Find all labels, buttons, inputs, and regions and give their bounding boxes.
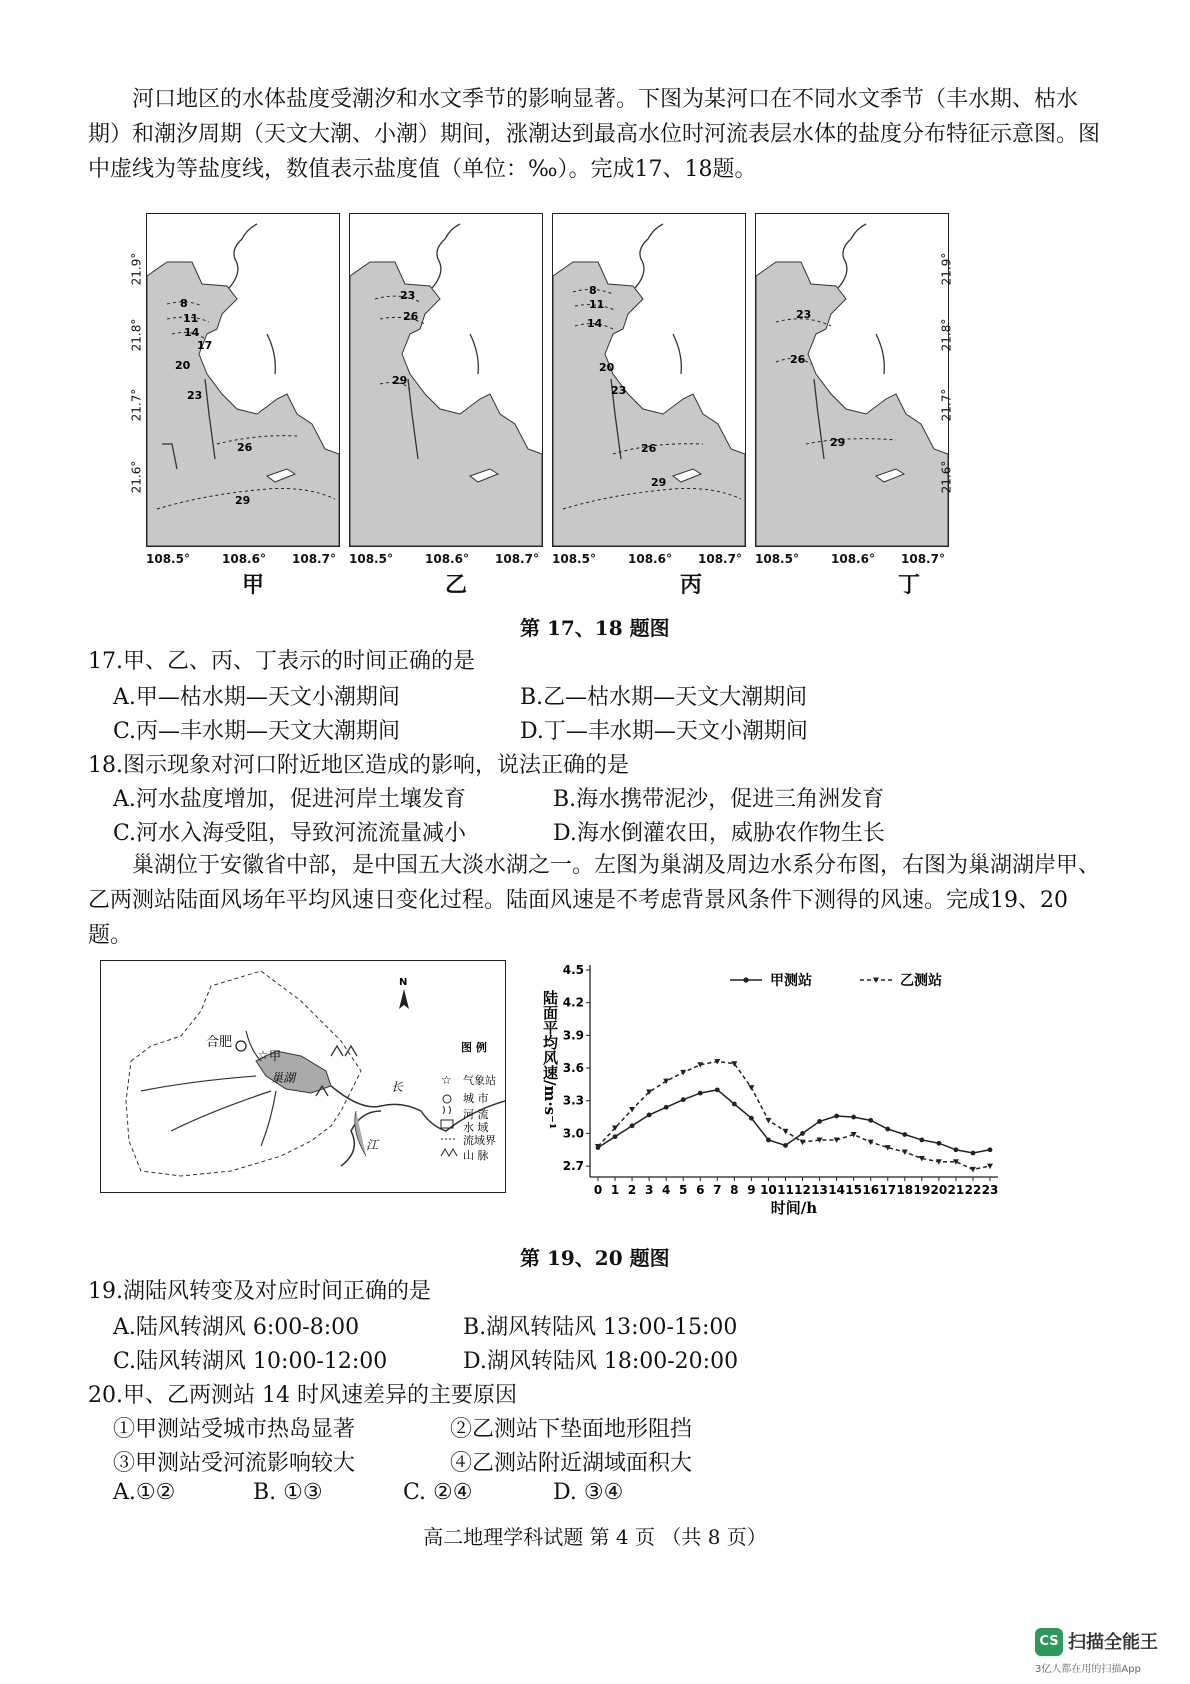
- q20-option-a: A.①②: [113, 1480, 176, 1505]
- weather-station-icon: ☆: [257, 1048, 269, 1062]
- legend-item: 水 域: [463, 1121, 489, 1134]
- isoline-label: 8: [180, 297, 188, 310]
- data-point-yi: [782, 1129, 788, 1135]
- isoline-label: 26: [641, 442, 657, 455]
- camscanner-name: 扫描全能王: [1068, 1632, 1158, 1653]
- x-tick-label: 2: [627, 1183, 637, 1197]
- data-point-jia: [902, 1132, 907, 1137]
- q18-stem: 18.图示现象对河口附近地区造成的影响，说法正确的是: [88, 753, 629, 778]
- lat-label: 21.6°: [129, 460, 144, 494]
- x-tick-label: 6: [696, 1183, 705, 1197]
- city-label: 合肥: [206, 1035, 233, 1050]
- legend-marker-yi: [873, 978, 879, 984]
- station-label: 甲: [269, 1049, 282, 1063]
- data-point-yi: [987, 1164, 993, 1170]
- isoline-label: 8: [589, 284, 597, 297]
- panel-label-jia: 甲: [242, 572, 265, 598]
- data-point-jia: [715, 1087, 720, 1092]
- data-point-jia: [630, 1123, 635, 1128]
- lon-label: 108.5°: [755, 552, 799, 566]
- data-point-jia: [664, 1105, 669, 1110]
- y-tick-label: 2.7: [562, 1159, 584, 1174]
- isoline-label: 29: [651, 476, 667, 489]
- data-point-yi: [834, 1137, 840, 1143]
- lon-label: 108.5°: [349, 552, 393, 566]
- panel-label-ding: 丁: [898, 572, 921, 598]
- data-point-jia: [766, 1138, 771, 1143]
- x-tick-label: 3: [644, 1183, 654, 1197]
- lat-label: 21.7°: [939, 388, 954, 422]
- lon-label: 108.6°: [628, 552, 672, 566]
- data-point-jia: [817, 1119, 822, 1124]
- data-point-jia: [681, 1097, 686, 1102]
- data-point-yi: [748, 1085, 754, 1091]
- q17-option-c: C.丙—丰水期—天文大潮期间: [113, 719, 401, 744]
- x-tick-label: 13: [811, 1183, 828, 1197]
- data-point-jia: [868, 1118, 873, 1123]
- q18-option-a: A.河水盐度增加，促进河岸土壤发育: [113, 787, 466, 812]
- x-tick-label: 5: [679, 1183, 688, 1197]
- x-tick-label: 20: [930, 1183, 948, 1197]
- data-point-yi: [970, 1167, 976, 1173]
- lat-label: 21.6°: [939, 460, 954, 494]
- x-tick-label: 11: [777, 1183, 794, 1197]
- q20-stem: 20.甲、乙两测站 14 时风速差异的主要原因: [88, 1383, 517, 1408]
- lat-label: 21.7°: [129, 388, 144, 422]
- y-tick-label: 3.6: [562, 1061, 584, 1076]
- data-point-jia: [613, 1134, 618, 1139]
- x-tick-label: 10: [760, 1183, 777, 1197]
- isoline-label: 20: [175, 359, 191, 372]
- lat-label: 21.8°: [939, 318, 954, 352]
- lon-label: 108.7°: [495, 552, 539, 566]
- river-label-2: 江: [366, 1138, 379, 1152]
- isoline-label: 23: [611, 384, 627, 397]
- isoline-label: 29: [235, 494, 251, 507]
- legend-item: 河 流: [463, 1108, 489, 1121]
- y-tick-label: 4.2: [562, 995, 584, 1010]
- q20-statement-1: ①甲测站受城市热岛显著: [113, 1417, 356, 1442]
- x-tick-label: 1: [610, 1183, 620, 1197]
- isoline-label: 26: [403, 310, 419, 323]
- isoline-label: 14: [587, 317, 603, 330]
- legend-label-2: 乙测站: [900, 973, 942, 989]
- figure-caption-17-18: 第 17、18 题图: [520, 616, 670, 640]
- intro-paragraph-2: 巢湖位于安徽省中部，是中国五大淡水湖之一。左图为巢湖及周边水系分布图，右图为巢湖湖岸甲、乙两测站陆面风场年平均风速日变化过程。陆面风速是不考虑背景风条件下测得的风速。完成19、20题。: [88, 853, 1101, 948]
- chaohu-map: [100, 960, 506, 1193]
- y-axis-label: 陆面平均风速/m·s⁻¹: [541, 990, 559, 1130]
- panel-label-bing: 丙: [680, 572, 703, 598]
- isoline-label: 11: [183, 312, 199, 325]
- lon-label: 108.7°: [901, 552, 945, 566]
- legend-item: 山 脉: [463, 1149, 489, 1162]
- page-footer: 高二地理学科试题 第 4 页 （共 8 页）: [423, 1525, 767, 1549]
- q19-stem: 19.湖陆风转变及对应时间正确的是: [88, 1279, 431, 1304]
- q17-option-a: A.甲—枯水期—天文小潮期间: [113, 685, 400, 710]
- data-point-jia: [919, 1138, 924, 1143]
- x-tick-label: 18: [896, 1183, 914, 1197]
- data-point-jia: [749, 1116, 754, 1121]
- data-point-yi: [629, 1107, 635, 1113]
- x-tick-label: 12: [794, 1183, 811, 1197]
- lon-label: 108.7°: [698, 552, 742, 566]
- isoline-label: 29: [392, 374, 408, 387]
- isoline-label: 23: [187, 389, 203, 402]
- data-point-jia: [698, 1091, 703, 1096]
- panel-label-yi: 乙: [445, 572, 468, 598]
- data-point-yi: [765, 1118, 771, 1124]
- x-tick-label: 23: [981, 1183, 999, 1197]
- q17-option-b: B.乙—枯水期—天文大潮期间: [520, 685, 808, 710]
- legend-item: 城 市: [463, 1092, 489, 1105]
- lon-label: 108.7°: [292, 552, 336, 566]
- y-tick-label: 4.5: [562, 963, 584, 977]
- data-point-jia: [647, 1113, 652, 1118]
- q20-option-d: D. ③④: [553, 1480, 624, 1505]
- intro-paragraph-1: 河口地区的水体盐度受潮汐和水文季节的影响显著。下图为某河口在不同水文季节（丰水期、枯水期）和潮汐周期（天文大潮、小潮）期间，涨潮达到最高水位时河流表层水体的盐度分布特征示意图。图中虚线为等盐度线，数值表示盐度值（单位：‰）。完成17、18题。: [88, 87, 1101, 182]
- isoline-label: 17: [197, 339, 213, 352]
- lat-label: 21.9°: [129, 252, 144, 286]
- x-tick-label: 15: [845, 1183, 863, 1197]
- river-label-1: 长: [391, 1080, 404, 1094]
- legend-item: 气象站: [463, 1074, 496, 1087]
- x-axis-label: 时间/h: [770, 1199, 818, 1217]
- data-point-jia: [851, 1115, 856, 1120]
- legend-station-icon: ☆: [441, 1073, 452, 1087]
- lat-label: 21.9°: [939, 252, 954, 286]
- legend-item: 流域界: [463, 1134, 496, 1147]
- q17-option-d: D.丁—丰水期—天文小潮期间: [520, 719, 808, 744]
- lat-label: 21.8°: [129, 318, 144, 352]
- data-point-jia: [936, 1141, 941, 1146]
- lon-label: 108.6°: [222, 552, 266, 566]
- series-line-1: [598, 1090, 990, 1153]
- x-tick-label: 8: [730, 1183, 739, 1197]
- x-tick-label: 17: [879, 1183, 897, 1197]
- data-point-jia: [988, 1147, 993, 1152]
- q20-statement-2: ②乙测站下垫面地形阻挡: [450, 1417, 693, 1442]
- isoline-label: 26: [237, 441, 253, 454]
- q20-statement-3: ③甲测站受河流影响较大: [113, 1451, 356, 1476]
- series-line-2: [598, 1062, 990, 1170]
- isoline-label: 23: [400, 289, 416, 302]
- camscanner-tagline: 3亿人都在用的扫描App: [1035, 1664, 1141, 1675]
- q18-option-d: D.海水倒灌农田，威胁农作物生长: [553, 821, 885, 846]
- isoline-label: 14: [184, 326, 200, 339]
- isoline-label: 26: [790, 353, 806, 366]
- wind-speed-chart: [540, 955, 1080, 1235]
- x-tick-label: 21: [947, 1183, 965, 1197]
- lon-label: 108.5°: [146, 552, 190, 566]
- x-tick-label: 19: [913, 1183, 931, 1197]
- lon-label: 108.5°: [552, 552, 596, 566]
- data-point-yi: [902, 1149, 908, 1155]
- north-arrow-icon: [399, 989, 409, 1009]
- wind-speed-chart-svg: [540, 955, 1080, 1235]
- north-label: N: [399, 977, 408, 988]
- estuary-map-ding: [755, 213, 949, 547]
- q18-option-c: C.河水入海受阻，导致河流流量减小: [113, 821, 467, 846]
- q20-statement-4: ④乙测站附近湖域面积大: [450, 1451, 693, 1476]
- x-tick-label: 7: [713, 1183, 722, 1197]
- y-tick-label: 3.3: [562, 1093, 584, 1108]
- estuary-map-yi: [349, 213, 543, 547]
- q17-stem: 17.甲、乙、丙、丁表示的时间正确的是: [88, 649, 475, 674]
- y-tick-label: 3.9: [562, 1028, 584, 1043]
- x-tick-label: 0: [593, 1183, 603, 1197]
- lon-label: 108.6°: [831, 552, 875, 566]
- q20-option-c: C. ②④: [403, 1480, 473, 1505]
- q19-option-a: A.陆风转湖风 6:00-8:00: [113, 1315, 360, 1340]
- legend-marker-jia: [743, 977, 748, 982]
- data-point-jia: [954, 1147, 959, 1152]
- estuary-map-jia: [146, 213, 340, 547]
- camscanner-logo: CS: [1035, 1628, 1063, 1656]
- isoline-label: 20: [599, 361, 615, 374]
- lon-label: 108.6°: [425, 552, 469, 566]
- estuary-map-bing: [552, 213, 746, 547]
- x-tick-label: 22: [964, 1183, 982, 1197]
- isoline-label: 23: [796, 308, 812, 321]
- x-tick-label: 4: [661, 1183, 671, 1197]
- lake-label: 巢湖: [271, 1071, 296, 1085]
- data-point-jia: [834, 1114, 839, 1119]
- q19-option-d: D.湖风转陆风 18:00-20:00: [463, 1349, 739, 1374]
- data-point-jia: [800, 1131, 805, 1136]
- q20-option-b: B. ①③: [253, 1480, 323, 1505]
- x-tick-label: 9: [747, 1183, 756, 1197]
- isoline-label: 11: [589, 298, 605, 311]
- isoline-label: 29: [830, 436, 846, 449]
- legend-label-1: 甲测站: [770, 973, 812, 989]
- figure-caption-19-20: 第 19、20 题图: [520, 1246, 670, 1270]
- q19-option-b: B.湖风转陆风 13:00-15:00: [463, 1315, 738, 1340]
- q18-option-b: B.海水携带泥沙，促进三角洲发育: [553, 787, 885, 812]
- x-tick-label: 14: [828, 1183, 845, 1197]
- data-point-jia: [885, 1127, 890, 1132]
- legend-title: 图 例: [461, 1041, 487, 1054]
- y-tick-label: 3.0: [562, 1126, 584, 1141]
- q19-option-c: C.陆风转湖风 10:00-12:00: [113, 1349, 388, 1374]
- x-tick-label: 16: [862, 1183, 880, 1197]
- data-point-jia: [783, 1143, 788, 1148]
- data-point-jia: [971, 1151, 976, 1156]
- data-point-jia: [732, 1102, 737, 1107]
